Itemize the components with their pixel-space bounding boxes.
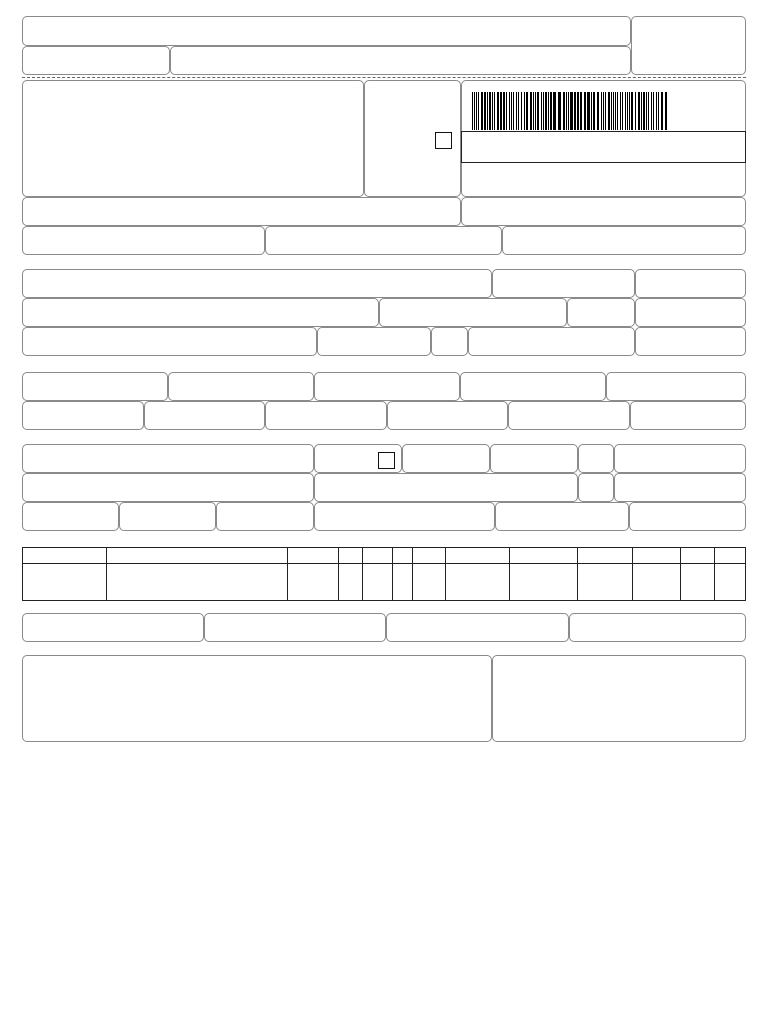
carrier-city-field[interactable]	[314, 473, 578, 502]
recipient-uf-field[interactable]	[431, 327, 468, 356]
tax-field-9[interactable]	[387, 401, 508, 430]
receipt-stub-number-box[interactable]	[631, 16, 746, 75]
substitute-registration-field[interactable]	[265, 226, 502, 255]
carrier-address-field[interactable]	[22, 473, 314, 502]
tax-field-8[interactable]	[265, 401, 387, 430]
column-header	[338, 548, 362, 564]
additional-info-box[interactable]	[22, 655, 492, 742]
column-header	[362, 548, 392, 564]
table-cell	[509, 564, 577, 601]
receipt-stub-field-1[interactable]	[22, 16, 631, 46]
receipt-stub-date-field[interactable]	[22, 46, 170, 75]
tax-field-1[interactable]	[22, 372, 168, 401]
issuer-info-box	[22, 80, 364, 197]
fisco-reserved-box[interactable]	[492, 655, 746, 742]
tax-field-2[interactable]	[168, 372, 314, 401]
column-header	[412, 548, 445, 564]
column-header	[288, 548, 338, 564]
table-cell	[362, 564, 392, 601]
volume-species-field[interactable]	[119, 502, 216, 531]
column-header	[106, 548, 288, 564]
carrier-cnpj-field[interactable]	[614, 444, 746, 473]
gross-weight-field[interactable]	[495, 502, 629, 531]
receipt-stub-signature-field[interactable]	[170, 46, 631, 75]
operation-nature-field[interactable]	[22, 197, 461, 226]
table-cell	[23, 564, 107, 601]
recipient-phone-field[interactable]	[317, 327, 431, 356]
table-cell	[106, 564, 288, 601]
authorization-protocol-field[interactable]	[461, 197, 746, 226]
vehicle-plate-field[interactable]	[490, 444, 578, 473]
issqn-field-3[interactable]	[386, 613, 569, 642]
column-header	[446, 548, 510, 564]
state-registration-field[interactable]	[22, 226, 265, 255]
volume-brand-field[interactable]	[216, 502, 314, 531]
column-header	[392, 548, 412, 564]
issqn-field-4[interactable]	[569, 613, 746, 642]
antt-code-field[interactable]	[402, 444, 490, 473]
column-header	[714, 548, 745, 564]
tax-field-7[interactable]	[144, 401, 265, 430]
issqn-field-2[interactable]	[204, 613, 386, 642]
table-cell	[288, 564, 338, 601]
volume-quantity-field[interactable]	[22, 502, 119, 531]
table-row	[23, 564, 746, 601]
tax-field-3[interactable]	[314, 372, 460, 401]
table-cell	[633, 564, 681, 601]
exit-date-field[interactable]	[635, 298, 746, 327]
tax-field-11[interactable]	[630, 401, 746, 430]
tax-field-10[interactable]	[508, 401, 630, 430]
column-header	[681, 548, 714, 564]
exit-time-field[interactable]	[635, 327, 746, 356]
carrier-state-reg-field[interactable]	[614, 473, 746, 502]
entry-exit-checkbox[interactable]	[435, 132, 452, 149]
items-table	[22, 547, 746, 601]
table-cell	[714, 564, 745, 601]
cut-line-divider	[22, 77, 746, 78]
column-header	[633, 548, 681, 564]
cnpj-field[interactable]	[502, 226, 746, 255]
table-cell	[446, 564, 510, 601]
table-cell	[577, 564, 632, 601]
barcode-icon	[472, 92, 670, 130]
carrier-name-field[interactable]	[22, 444, 314, 473]
tax-field-4[interactable]	[460, 372, 606, 401]
tax-field-6[interactable]	[22, 401, 144, 430]
vehicle-uf-field[interactable]	[578, 444, 614, 473]
issue-date-field[interactable]	[635, 269, 746, 298]
recipient-city-field[interactable]	[22, 327, 317, 356]
recipient-cnpj-field[interactable]	[492, 269, 635, 298]
recipient-state-reg-field[interactable]	[468, 327, 635, 356]
tax-field-5[interactable]	[606, 372, 746, 401]
recipient-address-field[interactable]	[22, 298, 379, 327]
column-header	[23, 548, 107, 564]
net-weight-field[interactable]	[629, 502, 746, 531]
table-cell	[412, 564, 445, 601]
issqn-field-1[interactable]	[22, 613, 204, 642]
recipient-zip-field[interactable]	[567, 298, 635, 327]
column-header	[509, 548, 577, 564]
access-key-field[interactable]	[461, 131, 746, 163]
carrier-uf-field[interactable]	[578, 473, 614, 502]
table-cell	[338, 564, 362, 601]
items-table-header	[23, 548, 746, 564]
table-cell	[392, 564, 412, 601]
column-header	[577, 548, 632, 564]
recipient-district-field[interactable]	[379, 298, 567, 327]
volume-numbering-field[interactable]	[314, 502, 495, 531]
recipient-name-field[interactable]	[22, 269, 492, 298]
table-cell	[681, 564, 714, 601]
freight-checkbox[interactable]	[378, 452, 395, 469]
